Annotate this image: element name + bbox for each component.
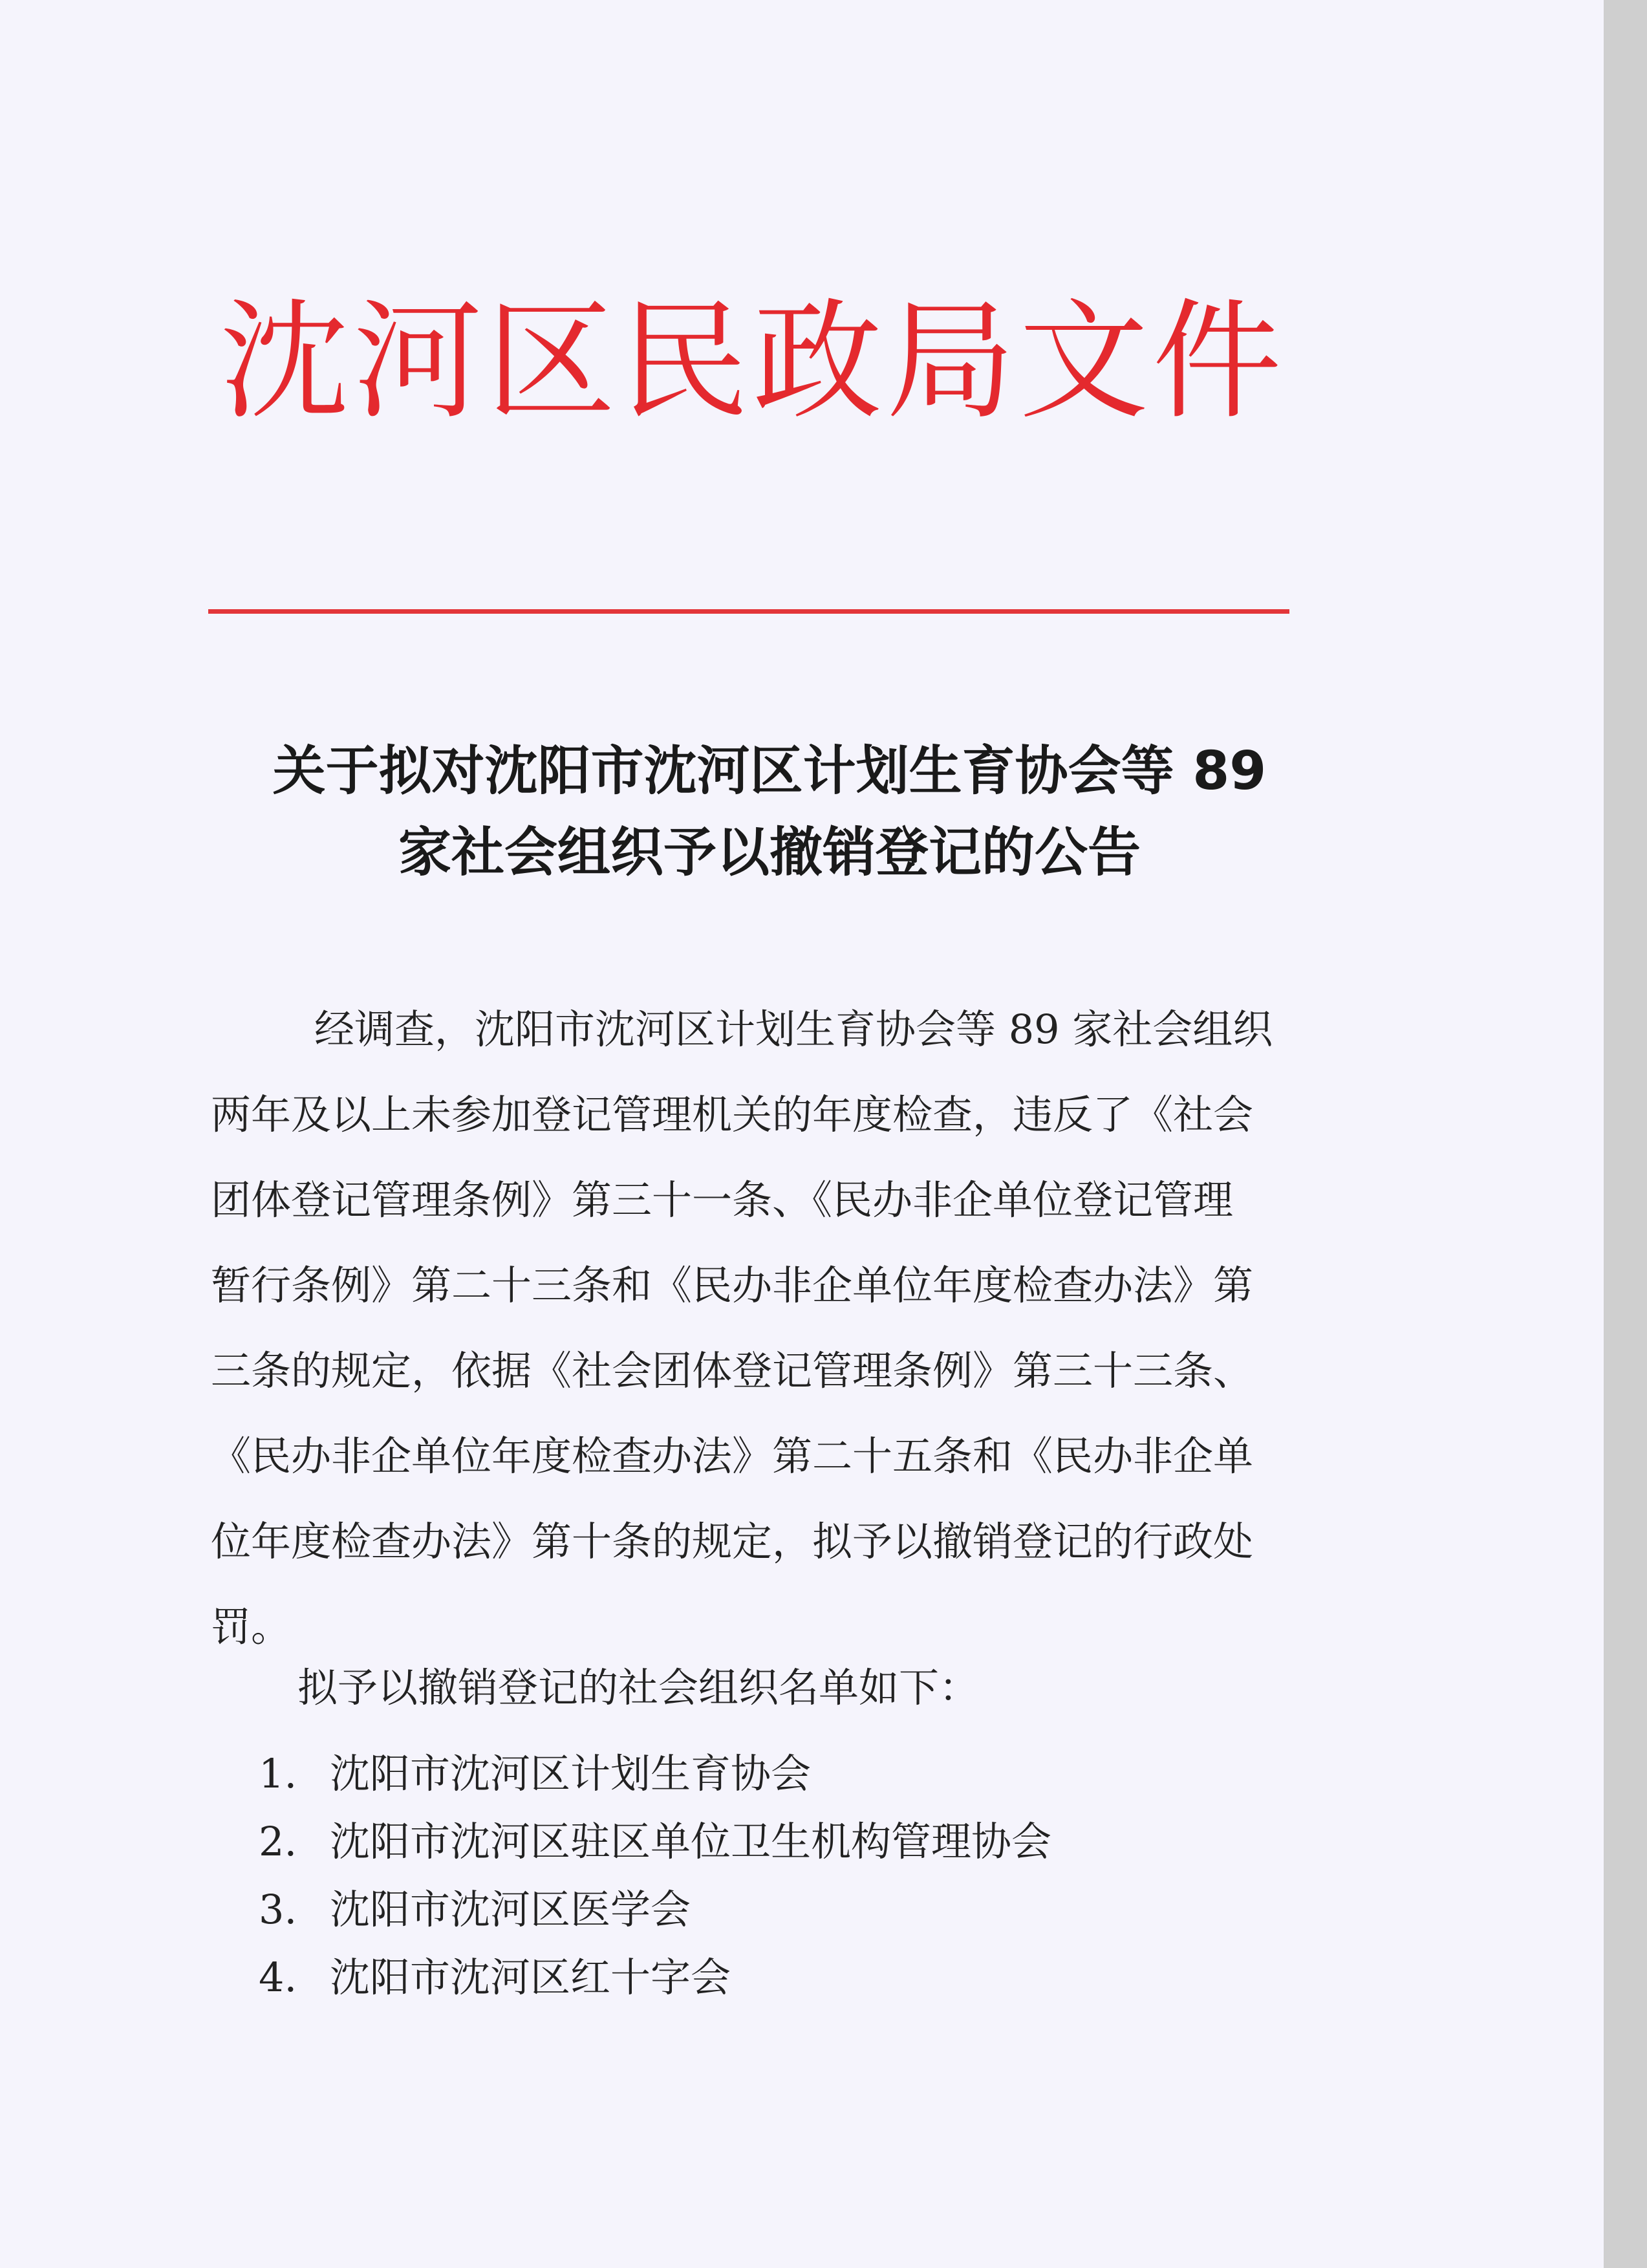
list-item xyxy=(259,1943,1051,2011)
body-paragraph xyxy=(211,987,1323,1670)
list-item xyxy=(259,1740,1051,1808)
scan-edge xyxy=(1604,0,1647,2268)
title-line-1: 关于拟对沈阳市沈河区计划生育协会等 89 xyxy=(272,740,1267,802)
body-line: 罚。 xyxy=(211,1603,292,1650)
letterhead-title: 沈河区民政局文件 xyxy=(220,286,1286,437)
list-item-name: 沈阳市沈河区医学会 xyxy=(330,1886,691,1933)
body-line: 团体登记管理条例》第三十一条、《民办非企单位登记管理 xyxy=(211,1176,1234,1224)
list-item-number: 2. xyxy=(259,1818,297,1865)
list-item-name: 沈阳市沈河区计划生育协会 xyxy=(330,1750,812,1797)
title-line-2: 家社会组织予以撤销登记的公告 xyxy=(398,822,1141,883)
body-line: 经调查，沈阳市沈河区计划生育协会等 89 家社会组织 xyxy=(314,1006,1273,1053)
body-line: 暂行条例》第二十三条和《民办非企单位年度检查办法》第 xyxy=(211,1262,1254,1309)
list-intro: 拟予以撤销登记的社会组织名单如下： xyxy=(297,1664,980,1711)
list-item xyxy=(259,1875,1051,1943)
body-line: 三条的规定，依据《社会团体登记管理条例》第三十三条、 xyxy=(211,1347,1254,1394)
list-item-number: 4. xyxy=(259,1954,297,2001)
organization-list xyxy=(259,1740,1051,2011)
list-item-name: 沈阳市沈河区红十字会 xyxy=(330,1954,731,2001)
list-item xyxy=(259,1808,1051,1875)
list-item-number: 1. xyxy=(259,1750,297,1797)
body-line: 两年及以上未参加登记管理机关的年度检查，违反了《社会 xyxy=(211,1091,1254,1138)
list-item-number: 3. xyxy=(259,1886,297,1933)
red-divider-line xyxy=(208,609,1289,614)
announcement-title xyxy=(194,731,1345,894)
body-line: 位年度检查办法》第十条的规定，拟予以撤销登记的行政处 xyxy=(211,1518,1254,1565)
list-item-name: 沈阳市沈河区驻区单位卫生机构管理协会 xyxy=(330,1818,1052,1865)
body-line: 《民办非企单位年度检查办法》第二十五条和《民办非企单 xyxy=(211,1432,1254,1480)
